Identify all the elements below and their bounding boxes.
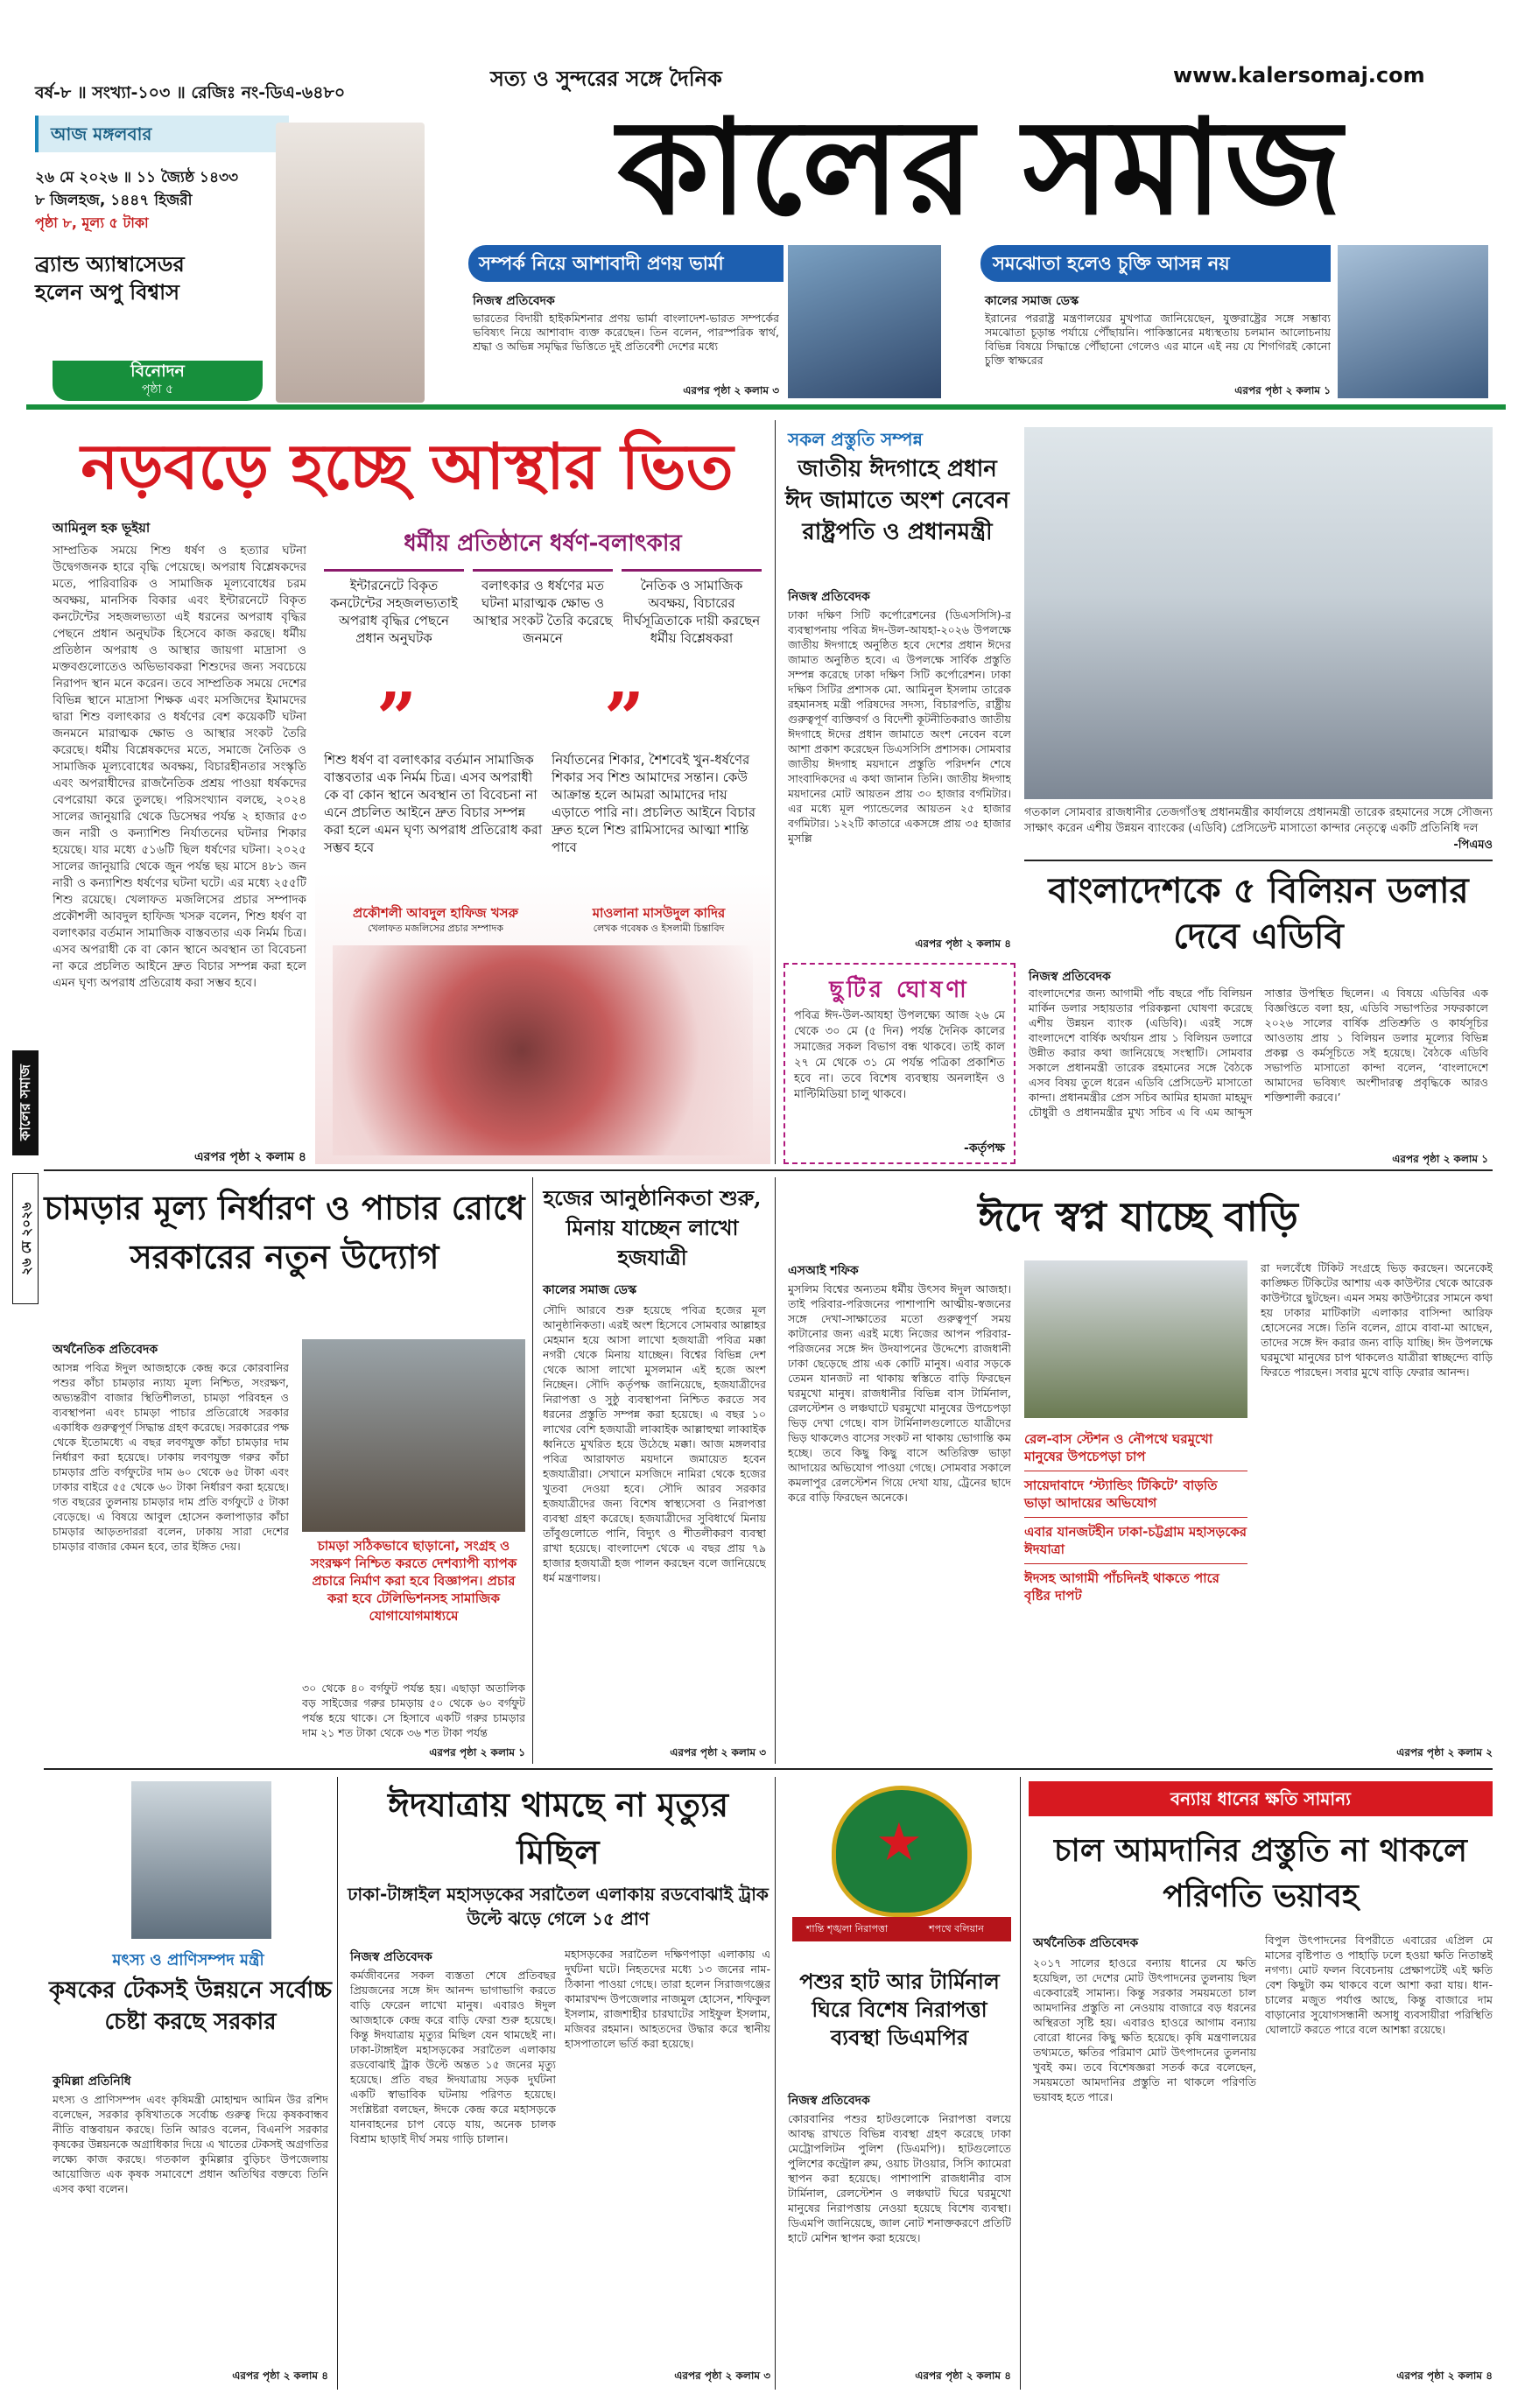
top-story-1-body: ভারতের বিদায়ী হাইকমিশনার প্রণয় ভার্মা বাংলাদেশ-ভারত সম্পর্কের ভবিষ্যৎ নিয়ে আশাবাদ ব্যক্ত করেছেন। তিন বলেন, পারস্পরিক স্বার্থ, শ্রদ্ধা ও অভিন্ন সমৃদ্ধির ভিত্তিতে দুই প্রতিবেশী দেশের মধ্যে xyxy=(473,312,779,353)
adb-byline: নিজস্ব প্রতিবেদক xyxy=(1029,970,1111,984)
leather-photo-caption: চামড়া সঠিকভাবে ছাড়ানো, সংগ্রহ ও সংরক্ষণ নিশ্চিত করতে দেশব্যাপী ব্যাপক প্রচারে নির্মাণ করা হবে বিজ্ঞাপন। প্রচার করা হবে টেলিভিশনসহ সামাজিক যোগাযোগমাধ্যমে xyxy=(310,1538,517,1624)
graphic-point-3: নৈতিক ও সামাজিক অবক্ষয়, বিচারের দীর্ঘসূত্রিতাকে দায়ী করছেন ধর্মীয় বিশ্লেষকরা xyxy=(622,569,762,647)
day-label: আজ মঙ্গলবার xyxy=(51,123,152,144)
column-rule-4 xyxy=(337,1777,338,2390)
top-story-2-photo xyxy=(1338,245,1488,398)
holiday-body: পবিত্র ঈদ-উল-আযহা উপলক্ষ্যে আজ ২৬ মে থেকে ৩০ মে (৫ দিন) পর্যন্ত দৈনিক কালের সমাজের সকল বিভাগ বন্ধ থাকবে। তাই কাল ২৭ মে থেকে ৩১ মে পর্যন্ত পত্রিকা প্রকাশিত হবে না। তবে বিশেষ ব্যবস্থায় অনলাইন ও মাল্টিমিডিয়া চালু থাকবে। xyxy=(794,1009,1005,1101)
lead-byline: আমিনুল হক ভূইয়া xyxy=(53,520,151,536)
top-story-1-byline: নিজস্ব প্রতিবেদক xyxy=(473,294,555,308)
rice-kicker: বন্যায় ধানের ক্ষতি সামান্য xyxy=(1029,1781,1493,1816)
fisheries-body: মৎস্য ও প্রাণিসম্পদ এবং কৃষিমন্ত্রী মোহাম্মদ আমিন উর রশিদ বলেছেন, সরকার কৃষিখাতকে সর্বোচ্চ গুরুত্ব দিয়ে কৃষকবান্ধব নীতি বাস্তবায়ন করছে। তিনি আরও বলেন, বিএনপি সরকার কৃষকের উন্নয়নকে অগ্রাধিকার দিয়ে এ খাতের টেকসই অগ্রগতির লক্ষ্যে কাজ করছে। গতকাল কুমিল্লার বুড়িচং উপজেলায় আয়োজিত এক কৃষক সমাবেশে প্রধান অতিথির বক্তব্যে তিনি এসব কথা বলেন। xyxy=(53,2093,328,2195)
top-story-1-cont[interactable]: এরপর পৃষ্ঠা ২ কলাম ৩ xyxy=(683,384,779,397)
dmp-body: কোরবানির পশুর হাটগুলোকে নিরাপত্তা বলয়ে আবদ্ধ রাখতে বিভিন্ন ব্যবস্থা গ্রহণ করেছে ঢাকা মেট্রোপলিটন পুলিশ (ডিএমপি)। হাটগুলোতে পুলিশের কন্ট্রোল রুম, ওয়াচ টাওয়ার, সিসি ক্যামেরা স্থাপন করা হয়েছে। পাশাপাশি রাজধানীর বাস টার্মিনাল, রেলস্টেশন ও লঞ্চঘাট ঘিরে ঘরমুখো মানুষের নিরাপত্তায় নেওয়া হয়েছে বিশেষ ব্যবস্থা। ডিএমপি জানিয়েছে, জাল নোট শনাক্তকরণে প্রতিটি হাটে মেশিন স্থাপন করা হয়েছে। xyxy=(788,2112,1011,2244)
edition-info: বর্ষ-৮ ॥ সংখ্যা-১০৩ ॥ রেজিঃ নং-ডিএ-৬৪৮০ xyxy=(35,83,346,102)
lead-headline[interactable]: নড়বড়ে হচ্ছে আস্থার ভিত xyxy=(81,429,734,503)
lead-graphic xyxy=(315,516,770,1164)
adb-cont[interactable]: এরপর পৃষ্ঠা ২ কলাম ১ xyxy=(1392,1153,1488,1165)
masthead-rule-green xyxy=(26,404,1506,410)
travel-photo xyxy=(1024,1260,1247,1418)
column-rule xyxy=(775,420,776,1164)
rice-headline[interactable]: চাল আমদানির প্রস্তুতি না থাকলে পরিণতি ভয়াবহ xyxy=(1054,1832,1467,1914)
promo-text[interactable]: ব্র্যান্ড অ্যাম্বাসেডর হলেন অপু বিশ্বাস xyxy=(35,252,185,305)
adb-headline[interactable]: বাংলাদেশকে ৫ বিলিয়ন ডলার দেবে এডিবি xyxy=(1048,870,1469,957)
fisheries-cont[interactable]: এরপর পৃষ্ঠা ২ কলাম ৪ xyxy=(232,2369,328,2382)
quote-mark-icon: ” xyxy=(376,677,418,759)
dmp-headline[interactable]: পশুর হাট আর টার্মিনাল ঘিরে বিশেষ নিরাপত্তা ব্যবস্থা ডিএমপির xyxy=(799,1969,1000,2050)
travel-bullet-2: সায়েদাবাদে ‘স্ট্যান্ডিং টিকিটে’ বাড়তি ভাড়া আদায়ের অভিযোগ xyxy=(1024,1471,1247,1518)
travel-byline: এসআই শফিক xyxy=(788,1264,859,1278)
travel-body-2: রা দলবেঁধে টিকিট সংগ্রহে ভিড় করছেন। অনেকেই কাঙ্ক্ষিত টিকিটের আশায় এক কাউন্টার থেকে আরেক কাউন্টারে ছুটছেন। এমন সময় কাউন্টারের সামনে কথা হয় ঢাকার মাটিকাটা এলাকার বাসিন্দা আরিফ হোসেনের সঙ্গে। তিনি বলেন, গ্রামে বাবা-মা আছেন, তাদের সঙ্গে ঈদ করার জন্য বাড়ি যাচ্ছি। ঈদ উপলক্ষে ঘরমুখো মানুষের চাপ থাকলেও যাত্রীরা স্বাচ্ছন্দ্যে বাড়ি ফিরতে পারছেন। সবার মুখে বাড়ি ফেরার আনন্দ। xyxy=(1261,1261,1493,1379)
side-label: কালের সমাজ xyxy=(12,1050,39,1155)
travel-cont[interactable]: এরপর পৃষ্ঠা ২ কলাম ২ xyxy=(1396,1746,1493,1759)
dmp-logo xyxy=(792,1786,1011,1961)
rice-cont[interactable]: এরপর পৃষ্ঠা ২ কলাম ৪ xyxy=(1396,2369,1493,2382)
accident-cont[interactable]: এরপর পৃষ্ঠা ২ কলাম ৩ xyxy=(674,2369,770,2382)
travel-bullet-3: এবার যানজটহীন ঢাকা-চট্টগ্রাম মহাসড়কের ঈদযাত্রা xyxy=(1024,1518,1247,1564)
travel-bullets xyxy=(1024,1425,1247,1688)
adb-rule xyxy=(1024,860,1493,861)
promo-section: বিনোদন xyxy=(130,362,185,381)
holiday-sign: -কর্তৃপক্ষ xyxy=(964,1141,1005,1155)
rice-body-2: বিপুল উৎপাদনের বিপরীতে এবারের এপ্রিল মে মাসের বৃষ্টিপাত ও পাহাড়ি ঢলে হওয়া ক্ষতি নিতান্তই নগণ্য। মোট ফলন বিবেচনায় প্রেক্ষাপটেই এই ক্ষতি বেশ কিছুটা কম থাকবে বলে আশা করা যায়। ধান-চালের মজুত পর্যাপ্ত আছে, কিন্তু বাজারে দাম বাড়ানোর সুযোগসন্ধানী অসাধু ব্যবসায়ীরা পরিস্থিতি ঘোলাটে করতে পারে বলে আশঙ্কা রয়েছে। xyxy=(1265,1934,1493,2036)
quote-2-role: লেখক গবেষক ও ইসলামী চিন্তাবিদ xyxy=(593,923,725,934)
lead-body: সাম্প্রতিক সময়ে শিশু ধর্ষণ ও হত্যার ঘটনা উদ্বেগজনক হারে বৃদ্ধি পেয়েছে। অপরাধ বিশ্লেষকদের মতে, পারিবারিক ও সামাজিক মূল্যবোধের চরম অবক্ষয়, মানসিক বিকার এবং ইন্টারনেটে বিকৃত কনটেন্টের সহজলভ্যতা এই ধরনের অপরাধ বৃদ্ধির পেছনে প্রধান অনুঘটক হিসেবে কাজ করছে। ধর্মীয় প্রতিষ্ঠান অপরাধ ও আস্থার জায়গা মাদ্রাসা ও মক্তবগুলোতেও অভিভাবকরা শিশুদের জন্য সবচেয়ে নিরাপদ স্থান মনে করেন। তবে সাম্প্রতিক সময়ে দেশের বিভিন্ন স্থানে মাদ্রাসা শিক্ষক এবং মসজিদের ইমামদের দ্বারা শিশু বলাৎকার ও ধর্ষণের বেশ কয়েকটি ঘটনা জনমনে মারাত্মক ক্ষোভ ও আস্থার সংকট তৈরি করেছে। ধর্মীয় বিশ্লেষকদের মতে, সমাজে নৈতিক ও সামাজিক মূল্যবোধের অবক্ষয়, বিচারহীনতার সংস্কৃতি এবং অপরাধীদের রাজনৈতিক প্রশ্রয় পাওয়া ধর্ষকদের বেপরোয়া করে তুলছে। পরিসংখ্যান বলছে, ২০২৪ সালের জানুয়ারি থেকে ডিসেম্বর পর্যন্ত ২ হাজার ৫৩ জন নারী ও কন্যাশিশু নির্যাতনের ঘটনার শিকার হয়েছে। যার মধ্যে ৫১৬টি ছিল ধর্ষণের ঘটনা। ২০২৫ সালের জানুয়ারি থেকে জুন পর্যন্ত ছয় মাসে ৪৮১ জন নারী ও কন্যাশিশু ধর্ষণের ঘটনা ঘটে। এর মধ্যে ২৫৫টি শিশু রয়েছে। খেলাফত মজলিসের প্রচার সম্পাদক প্রকৌশলী আবদুল হাফিজ খসরু বলেন, শিশু ধর্ষণ বা বলাৎকার বর্তমান সামাজিক বাস্তবতার এক নির্মম চিত্র। এসব অপরাধী কে বা কোন স্থানে অবস্থান তা বিবেচনা না করে প্রচলিত আইনে দ্রুত বিচার সম্পন্ন করা হলে এমন ঘৃণ্য অপরাধ প্রতিরোধ করা সম্ভব হবে। xyxy=(53,544,306,990)
adb-body: বাংলাদেশের জন্য আগামী পাঁচ বছরে পাঁচ বিলিয়ন মার্কিন ডলার সহায়তার পরিকল্পনা ঘোষণা করেছে এশীয় উন্নয়ন ব্যাংক (এডিবি)। এরই সঙ্গে বাংলাদেশে বার্ষিক অর্থায়ন প্রায় ১ বিলিয়ন ডলারে উন্নীত করার কথা জানিয়েছে সংস্থাটি। সোমবার সকালে প্রধানমন্ত্রী তারেক রহমানের সঙ্গে বৈঠকে এসব বিষয় তুলে ধরেন এডিবি প্রেসিডেন্ট মাসাতো কান্দা। প্রধানমন্ত্রীর প্রেস সচিব আমির হামজা মাহমুদ চৌধুরী ও প্রধানমন্ত্রীর মুখ্য সচিব এ বি এম আব্দুস সাত্তার উপস্থিত ছিলেন। এ বিষয়ে এডিবির এক বিজ্ঞপ্তিতে বলা হয়, এডিবি সভাপতির সফরকালে ২০২৬ সালের বার্ষিক প্রতিশ্রুতি ও কার্যসূচির আওতায় প্রায় ১ বিলিয়ন ডলার মূল্যের বিভিন্ন প্রকল্প ও কর্মসূচিতে সই হয়েছে। বৈঠকে এডিবি সভাপতি মাসাতো কান্দা বলেন, ‘বাংলাদেশে আমাদের ভবিষ্যৎ অংশীদারত্ব প্রবৃদ্ধিকে আরও শক্তিশালী করবে।’ xyxy=(1029,986,1488,1119)
holiday-box xyxy=(784,963,1015,1164)
column-rule-2 xyxy=(532,1177,533,1764)
hijri-date: ৮ জিলহজ, ১৪৪৭ হিজরী xyxy=(35,192,193,209)
travel-headline[interactable]: ঈদে স্বপ্ন যাচ্ছে বাড়ি xyxy=(978,1193,1298,1240)
accident-subhead: ঢাকা-টাঙ্গাইল মহাসড়কের সরাতৈল এলাকায় রডবোঝাই ট্রাক উল্টে ঝড়ে গেলে ১৫ প্রাণ xyxy=(348,1884,769,1929)
leather-body-2: ৩০ থেকে ৪০ বর্গফুট পর্যন্ত হয়। এছাড়া অতালিক বড় সাইজের গরুর চামড়ায় ৫০ থেকে ৬০ বর্গফুট পর্যন্ত হয়ে থাকে। সে হিসাবে একটি গরুর চামড়ার দাম ২১ শত টাকা থেকে ৩৬ শত টাকা পর্যন্ত xyxy=(302,1681,525,1739)
eid-byline: নিজস্ব প্রতিবেদক xyxy=(788,590,870,604)
top-story-2-cont[interactable]: এরপর পৃষ্ঠা ২ কলাম ১ xyxy=(1234,384,1331,397)
dmp-star-icon: ★ xyxy=(875,1812,923,1873)
dmp-cont[interactable]: এরপর পৃষ্ঠা ২ কলাম ৪ xyxy=(915,2369,1011,2382)
price-line: পৃষ্ঠা ৮, মূল্য ৫ টাকা xyxy=(35,214,149,231)
graphic-illustration xyxy=(333,945,753,1155)
eid-cont[interactable]: এরপর পৃষ্ঠা ২ কলাম ৪ xyxy=(915,937,1011,950)
top-story-2-headline[interactable]: সমঝোতা হলেও চুক্তি আসন্ন নয় xyxy=(980,245,1331,282)
top-story-1-headline[interactable]: সম্পর্ক নিয়ে আশাবাদী প্রণয় ভার্মা xyxy=(468,245,784,282)
graphic-point-2: বলাৎকার ও ধর্ষণের মত ঘটনা মারাত্মক ক্ষোভ ও আস্থার সংকট তৈরি করেছে জনমনে xyxy=(473,569,613,647)
leather-byline: অর্থনৈতিক প্রতিবেদক xyxy=(53,1343,158,1357)
promo-section-box[interactable] xyxy=(53,361,263,401)
top-story-2-body: ইরানের পররাষ্ট্র মন্ত্রণালয়ের মুখপাত্র জানিয়েছেন, যুক্তরাষ্ট্রের সঙ্গে সম্ভাব্য সমঝোতা চূড়ান্ত পর্যায়ে পৌঁছায়নি। পাকিস্তানের মধ্যস্থতায় চলমান আলোচনায় বিভিন্ন বিষয়ে সিদ্ধান্তে পৌঁছানো গেলেও এর মানে এই নয় যে শিগগিরই কোনো চুক্তি স্বাক্ষরের xyxy=(985,312,1331,367)
graphic-point-1: ইন্টারনেটে বিকৃত কনটেন্টের সহজলভ্যতাই অপরাধ বৃদ্ধির পেছনে প্রধান অনুঘটক xyxy=(324,569,464,647)
fisheries-byline: কুমিল্লা প্রতিনিধি xyxy=(53,2075,131,2089)
dmp-ribbon-2: শপথে বলিয়ান xyxy=(902,1917,1011,1941)
rice-byline: অর্থনৈতিক প্রতিবেদক xyxy=(1033,1936,1139,1950)
adb-credit: -পিএমও xyxy=(1453,839,1493,852)
quote-1: শিশু ধর্ষণ বা বলাৎকার বর্তমান সামাজিক বাস্তবতার এক নির্মম চিত্র। এসব অপরাধী কে বা কোন স্থানে অবস্থান তা বিবেচনা না এনে প্রচলিত আইনে দ্রুত বিচার সম্পন্ন করা হলে এমন ঘৃণ্য অপরাধ প্রতিরোধ করা সম্ভব হবে xyxy=(324,752,543,855)
tagline: সত্য ও সুন্দরের সঙ্গে দৈনিক xyxy=(490,67,722,91)
quote-mark-icon-2: ” xyxy=(604,677,645,759)
graphic-title: ধর্মীয় প্রতিষ্ঠানে ধর্ষণ-বলাৎকার xyxy=(404,530,682,557)
minister-title: মৎস্য ও প্রাণিসম্পদ মন্ত্রী xyxy=(112,1951,264,1969)
accident-headline[interactable]: ঈদযাত্রায় থামছে না মৃত্যুর মিছিল xyxy=(388,1785,728,1871)
travel-bullet-1: রেল-বাস স্টেশন ও নৌপথে ঘরমুখো মানুষের উপচেপড়া চাপ xyxy=(1024,1425,1247,1471)
side-date: ২৬ মে ২০২৬ xyxy=(12,1173,39,1304)
paper-title: কালের সমাজ xyxy=(617,90,1344,244)
promo-page: পৃষ্ঠা ৫ xyxy=(141,383,174,397)
promo-photo xyxy=(276,123,425,403)
hajj-cont[interactable]: এরপর পৃষ্ঠা ২ কলাম ৩ xyxy=(670,1746,766,1759)
top-story-2-byline: কালের সমাজ ডেস্ক xyxy=(985,294,1079,308)
column-rule-3 xyxy=(775,1177,776,1764)
quote-1-role: খেলাফত মজলিসের প্রচার সম্পাদক xyxy=(368,923,503,934)
adb-photo xyxy=(1024,427,1493,799)
leather-cont[interactable]: এরপর পৃষ্ঠা ২ কলাম ১ xyxy=(429,1746,525,1759)
minister-photo xyxy=(131,1781,271,1939)
quote-2: নির্যাতনের শিকার, শৈশবেই খুন-ধর্ষণের শিকার সব শিশু আমাদের সন্তান। কেউ আক্রান্ত হলে আমরা আমাদের দায় এড়াতে পারি না। প্রচলিত আইনে বিচার দ্রুত হলে শিশু রামিসাদের আত্মা শান্তি পাবে xyxy=(552,752,755,855)
dmp-shield-icon xyxy=(832,1786,972,1917)
column-rule-5 xyxy=(775,1777,776,2390)
eid-body: ঢাকা দক্ষিণ সিটি কর্পোরেশনের (ডিএসসিসি)-র ব্যবস্থাপনায় পবিত্র ঈদ-উল-আযহা-২০২৬ উপলক্ষে জাতীয় ঈদগাহে অনুষ্ঠিত হবে দেশের প্রধান ঈদের জামাত অনুষ্ঠিত হবে। এ উপলক্ষে সার্বিক প্রস্তুতি সম্পন্ন করেছে ঢাকা দক্ষিণ সিটি কর্পোরেশন। ঢাকা দক্ষিণ সিটির প্রশাসক মো. আমিনুল ইসলাম তারেক রহমানসহ মন্ত্রী পরিষদের সদস্য, বিচারপতি, রাষ্ট্রীয় গুরুত্বপূর্ণ ব্যক্তিবর্গ ও বিদেশী কূটনীতিকরাও জাতীয় ঈদগাহে ঈদের প্রধান জামাতে অংশ নেবেন বলে আশা প্রকাশ করেছেন ডিএসসিসি প্রশাসক। সোমবার জাতীয় ঈদগাহ ময়দানে প্রস্তুতি পরিদর্শন শেষে সাংবাদিকদের এ কথা জানান তিনি। জাতীয় ঈদগাহ ময়দানের মোট আয়তন প্রায় ৩০ হাজার বর্গমিটার। এর মধ্যে মূল প্যান্ডেলের আয়তন ২৫ হাজার বর্গমিটার। ১২২টি কাতারে একসঙ্গে প্রায় ৩৫ হাজার মুসল্লি xyxy=(788,608,1011,845)
quote-1-name: প্রকৌশলী আবদুল হাফিজ খসরু xyxy=(352,905,519,921)
masthead xyxy=(0,0,1532,403)
leather-headline[interactable]: চামড়ার মূল্য নির্ধারণ ও পাচার রোধে সরকারের নতুন উদ্যোগ xyxy=(44,1188,525,1276)
eid-headline[interactable]: জাতীয় ঈদগাহে প্রধান ঈদ জামাতে অংশ নেবেন রাষ্ট্রপতি ও প্রধানমন্ত্রী xyxy=(784,456,1010,545)
quote-2-name: মাওলানা মাসউদুল কাদির xyxy=(592,905,726,921)
day-box xyxy=(35,116,289,152)
accident-byline: নিজস্ব প্রতিবেদক xyxy=(350,1950,432,1964)
accident-body: কর্মজীবনের সকল ব্যস্ততা শেষে প্রতিবছর প্রিয়জনের সঙ্গে ঈদ আনন্দ ভাগাভাগি করতে বাড়ি ফেরেন লাখো মানুষ। এবারও ঈদুল আজহাকে কেন্দ্র করে বাড়ি ফেরা শুরু হয়েছে। কিন্তু ঈদযাত্রায় মৃত্যুর মিছিল যেন থামছেই না। ঢাকা-টাঙ্গাইল মহাসড়কের সরাতৈল এলাকায় রডবোঝাই ট্রাক উল্টে অন্তত ১৫ জনের মৃত্যু হয়েছে। প্রতি বছর ঈদযাত্রায় সড়ক দুর্ঘটনা একটি স্বাভাবিক ঘটনায় পরিণত হয়েছে। সংশ্লিষ্টরা বলছেন, ঈদকে কেন্দ্র করে মহাসড়কে যানবাহনের চাপ বেড়ে যায়, অনেক চালক বিশ্রাম ছাড়াই দীর্ঘ সময় গাড়ি চালান। xyxy=(350,1969,556,2145)
top-story-1-photo xyxy=(788,245,941,398)
hajj-byline: কালের সমাজ ডেস্ক xyxy=(543,1283,637,1297)
hajj-body: সৌদি আরবে শুরু হয়েছে পবিত্র হজের মূল আনুষ্ঠানিকতা। এরই অংশ হিসেবে সোমবার আল্লাহর মেহমান হয়ে আসা লাখো হজযাত্রী পবিত্র মক্কা নগরী থেকে মিনায় যাচ্ছেন। বিশ্বের বিভিন্ন দেশ থেকে আসা লাখো মুসলমান এই হজে অংশ নিচ্ছেন। সৌদি কর্তৃপক্ষ জানিয়েছে, হজযাত্রীদের নিরাপত্তা ও সুষ্ঠু ব্যবস্থাপনা নিশ্চিত করতে সব ধরনের প্রস্তুতি সম্পন্ন করা হয়েছে। এ বছর ১০ লাখের বেশি হজযাত্রী লাব্বাইক আল্লাহুম্মা লাব্বাইক ধ্বনিতে মুখরিত হয়ে উঠেছে মক্কা। আজ মঙ্গলবার পবিত্র আরাফাত ময়দানে জমায়েত হবেন হজযাত্রীরা। সেখানে মসজিদে নামিরা থেকে হজের খুতবা দেওয়া হবে। সৌদি আরব সরকার হজযাত্রীদের জন্য বিশেষ স্বাস্থ্যসেবা ও নিরাপত্তা ব্যবস্থা গ্রহণ করেছে। হজযাত্রীদের সুবিধার্থে মিনায় তাঁবুগুলোতে পানি, বিদ্যুৎ ও শীতলীকরণ ব্যবস্থা রাখা হয়েছে। বাংলাদেশ থেকে এ বছর প্রায় ৭৯ হাজার হজযাত্রী হজ পালন করছেন বলে জানিয়েছে ধর্ম মন্ত্রণালয়। xyxy=(543,1303,766,1584)
fisheries-headline[interactable]: কৃষকের টেকসই উন্নয়নে সর্বোচ্চ চেষ্টা করছে সরকার xyxy=(48,1977,333,2035)
dmp-ribbon-1: শান্তি শৃঙ্খলা নিরাপত্তা xyxy=(792,1917,902,1941)
section-rule-2 xyxy=(44,1768,1493,1770)
travel-bullet-4: ঈদসহ আগামী পাঁচদিনই থাকতে পারে বৃষ্টির দাপট xyxy=(1024,1570,1219,1604)
eid-kicker: সকল প্রস্তুতি সম্পন্ন xyxy=(788,429,923,450)
leather-body: আসন্ন পবিত্র ঈদুল আজহাকে কেন্দ্র করে কোরবানির পশুর কাঁচা চামড়ার ন্যায্য মূল্য নিশ্চিত, সংরক্ষণ, অভ্যন্তরীণ বাজার স্থিতিশীলতা, চামড়া পরিবহন ও ব্যবস্থাপনা এবং চামড়া পাচার প্রতিরোধে সরকার একাধিক গুরুত্বপূর্ণ সিদ্ধান্ত গ্রহণ করেছে। সরকারের পক্ষ থেকে ইতোমধ্যে এ বছর লবণযুক্ত কাঁচা চামড়ার দাম নির্ধারণ করা হয়েছে। ঢাকায় লবণযুক্ত গরুর কাঁচা চামড়ার প্রতি বর্গফুটের দাম ৬০ থেকে ৬৫ টাকা এবং ঢাকার বাইরে ৫৫ থেকে ৬০ টাকা নির্ধারণ করা হয়েছে। গত বছরের তুলনায় চামড়ার দাম প্রতি বর্গফুটে ৫ টাকা বেড়েছে। এ বিষয়ে আবুল হোসেন কলাপাড়ার কাঁচা চামড়ার আড়তদাররা বলেন, ঢাকায় সারা দেশের চামড়ার বাজার কেমন হবে, তার ইঙ্গিত দেয়। xyxy=(53,1361,289,1553)
adb-caption: গতকাল সোমবার রাজধানীর তেজগাঁওস্থ প্রধানমন্ত্রীর কার্যালয়ে প্রধানমন্ত্রী তারেক রহমানের সঙ্গে সৌজন্য সাক্ষাৎ করেন এশীয় উন্নয়ন ব্যাংকের (এডিবি) প্রেসিডেন্ট মাসাতো কান্দার নেতৃত্বে একটি প্রতিনিধি দল xyxy=(1024,806,1493,835)
lead-cont[interactable]: এরপর পৃষ্ঠা ২ কলাম ৪ xyxy=(194,1150,306,1164)
leather-photo xyxy=(302,1339,525,1532)
section-rule-1 xyxy=(44,1169,1493,1171)
date-line: ২৬ মে ২০২৬ ॥ ১১ জ্যৈষ্ঠ ১৪৩৩ xyxy=(35,169,239,186)
holiday-title: ছুটির ঘোষণা xyxy=(829,977,970,1003)
dmp-byline: নিজস্ব প্রতিবেদক xyxy=(788,2094,870,2108)
rice-body: ২০১৭ সালের হাওরে বন্যায় ধানের যে ক্ষতি হয়েছিল, তা দেশের মোট উৎপাদনের তুলনায় ছিল একেবারেই সামান্য। কিন্তু সরকার সময়মতো চাল আমদানির প্রস্তুতি না নেওয়ায় বাজারে বড় ধরনের অস্থিরতা সৃষ্টি হয়। এবারও হাওরে আগাম বন্যায় বোরো ধানের কিছু ক্ষতি হয়েছে। কৃষি মন্ত্রণালয়ের তথ্যমতে, ক্ষতির পরিমাণ মোট উৎপাদনের তুলনায় খুবই কম। তবে বিশেষজ্ঞরা সতর্ক করে বলেছেন, সময়মতো আমদানির প্রস্তুতি না থাকলে পরিণতি ভয়াবহ হতে পারে। xyxy=(1033,1956,1256,2103)
website[interactable]: www.kalersomaj.com xyxy=(1173,63,1425,88)
accident-body-2: মহাসড়কের সরাতৈল দক্ষিণপাড়া এলাকায় এ দুর্ঘটনা ঘটে। নিহতদের মধ্যে ১৩ জনের নাম-ঠিকানা পাওয়া গেছে। তারা হলেন সিরাজগঞ্জের কামারখন্দ উপজেলার নাজমুল হোসেন, শফিকুল ইসলাম, রাজশাহীর চারঘাটের সাইফুল ইসলাম, মজিবর রহমান। আহতদের উদ্ধার করে স্থানীয় হাসপাতালে ভর্তি করা হয়েছে। xyxy=(565,1948,770,2050)
column-rule-6 xyxy=(1020,1777,1021,2390)
travel-body: মুসলিম বিশ্বের অন্যতম ধর্মীয় উৎসব ঈদুল আজহা। তাই পরিবার-পরিজনের পাশাপাশি আত্মীয়-স্বজনের সঙ্গে দেখা-সাক্ষাতের মতো গুরুত্বপূর্ণ সময় কাটানোর জন্য এরই মধ্যে নিজের আপন পরিবার-পরিজনের সঙ্গে ঈদ উদযাপনের উদ্দেশ্যে রাজধানী ঢাকা ছেড়েছে প্রায় এক কোটি মানুষ। এবার সড়কে তেমন যানজট না থাকায় স্বস্তিতে বাড়ি ফিরছেন ঘরমুখো মানুষ। রাজধানীর বিভিন্ন বাস টার্মিনাল, রেলস্টেশন ও লঞ্চঘাটে ঘরমুখো মানুষের উপচেপড়া ভিড় দেখা গেছে। বাস টার্মিনালগুলোতে যাত্রীদের ভিড় থাকলেও বাসের সংকট না থাকায় ভোগান্তি কম হচ্ছে। তবে কিছু কিছু বাসে অতিরিক্ত ভাড়া আদায়ের অভিযোগ পাওয়া গেছে। সোমবার সকালে কমলাপুর রেলস্টেশন গিয়ে দেখা যায়, ট্রেনের ছাদে করে বাড়ি ফিরছেন অনেকে। xyxy=(788,1282,1011,1504)
hajj-headline[interactable]: হজের আনুষ্ঠানিকতা শুরু, মিনায় যাচ্ছেন লাখো হজযাত্রী xyxy=(543,1185,762,1270)
